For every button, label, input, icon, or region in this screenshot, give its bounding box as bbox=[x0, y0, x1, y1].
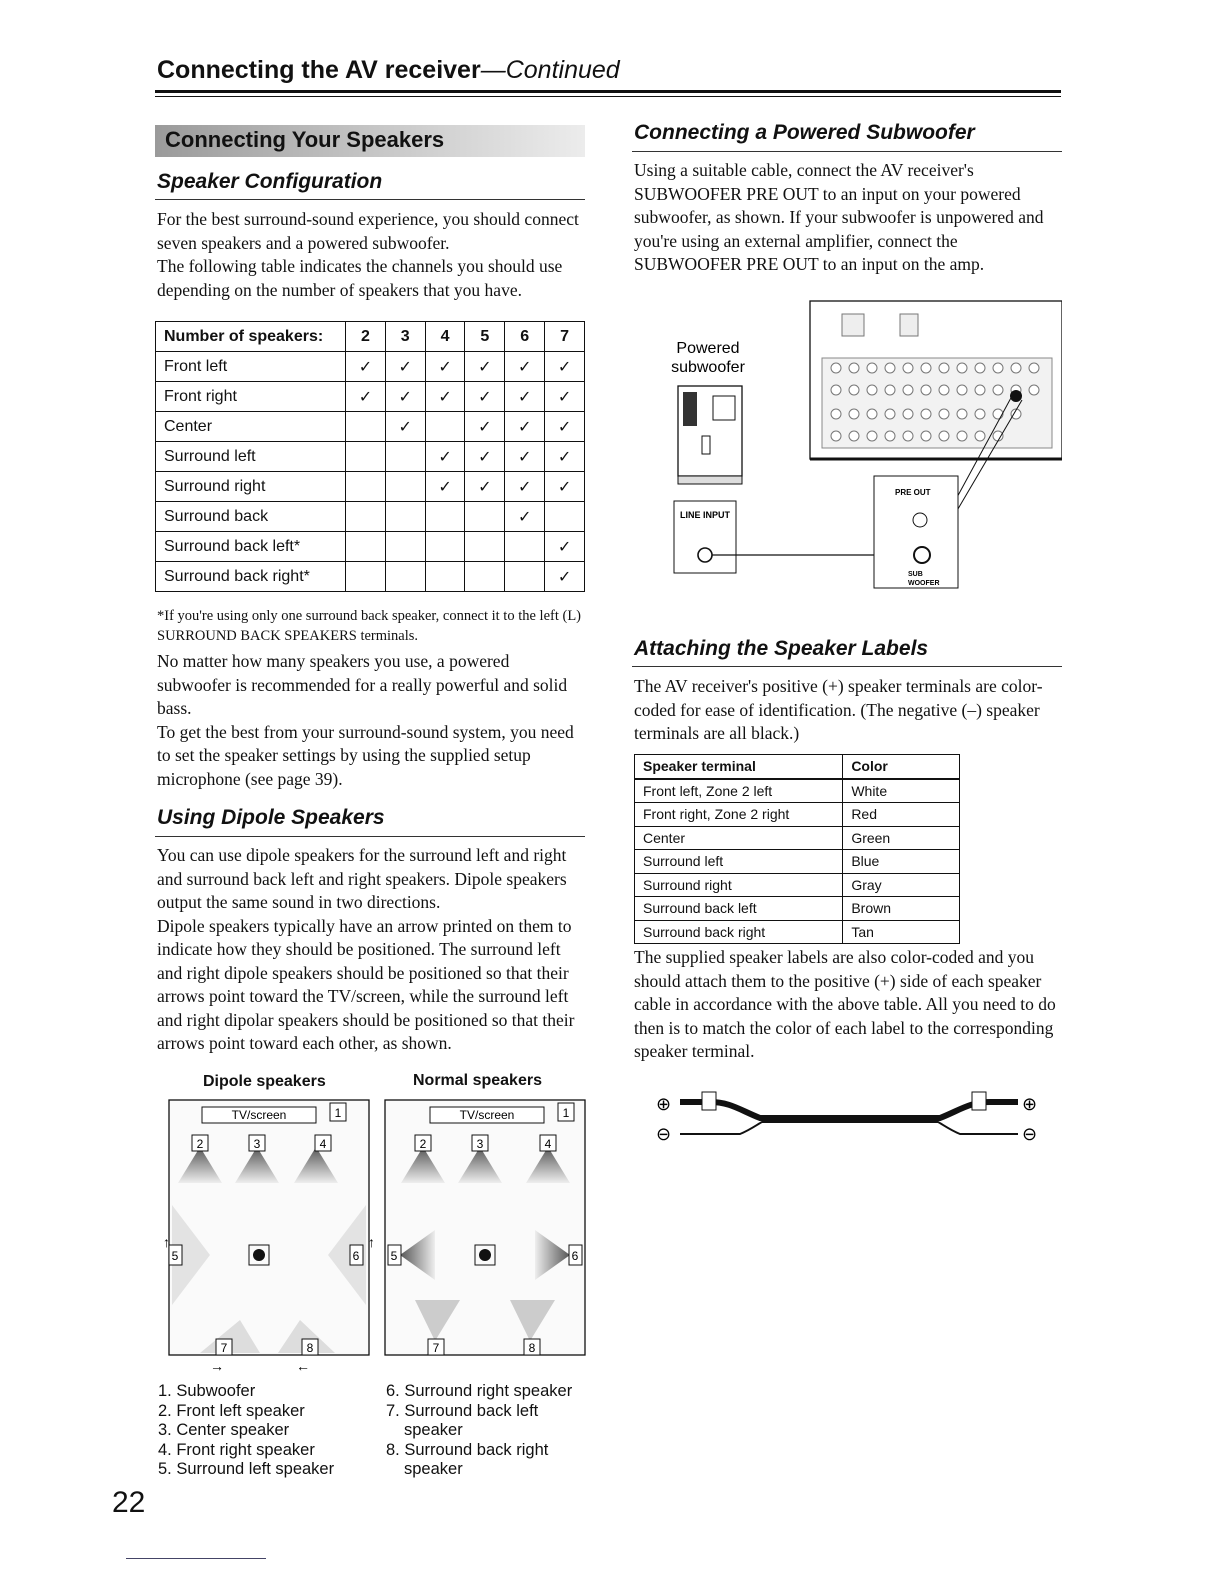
table-row bbox=[156, 382, 585, 412]
speaker-terminal-cell: Front right, Zone 2 right bbox=[635, 803, 843, 827]
rca-jack-icon bbox=[698, 548, 712, 562]
row-label: Surround right bbox=[156, 472, 346, 502]
subwoofer-text: Using a suitable cable, connect the AV receiver's SUBWOOFER PRE OUT to an input on your powered subwoofer, as shown. If your subwoofer is unpowered and you're using an external amplifier, connect the SUBWOOFER PRE OUT to an input on the amp. bbox=[634, 160, 1044, 274]
heading-rule bbox=[155, 836, 585, 837]
table-header-row bbox=[156, 322, 585, 352]
table-cell: 6 bbox=[505, 322, 545, 352]
speaker-num: 4 bbox=[319, 1137, 327, 1151]
table-cell: ✓ bbox=[385, 382, 425, 412]
labels-heading: Attaching the Speaker Labels bbox=[634, 637, 929, 660]
table-row bbox=[635, 826, 960, 850]
speaker-num: 2 bbox=[196, 1137, 204, 1151]
speaker-terminal-cell: Center bbox=[635, 826, 843, 850]
speaker-layout-diagram bbox=[160, 1095, 590, 1375]
color-cell: White bbox=[843, 779, 960, 803]
speaker-terminal-cell: Front left, Zone 2 left bbox=[635, 779, 843, 803]
color-cell: Gray bbox=[843, 873, 960, 897]
table-cell bbox=[505, 532, 545, 562]
speaker-num: 7 bbox=[220, 1341, 228, 1355]
figure-label: Powered bbox=[676, 340, 740, 357]
table-cell bbox=[345, 412, 385, 442]
table-cell: ✓ bbox=[425, 472, 465, 502]
table-cell: ✓ bbox=[545, 352, 585, 382]
table-cell bbox=[425, 562, 465, 592]
table-row bbox=[156, 412, 585, 442]
page-number: 22 bbox=[112, 1486, 146, 1519]
table-cell bbox=[465, 502, 505, 532]
table-cell: ✓ bbox=[465, 442, 505, 472]
table-cell: 7 bbox=[545, 322, 585, 352]
woofer-label: WOOFER bbox=[908, 580, 940, 587]
heading-rule bbox=[632, 151, 1062, 152]
table-cell bbox=[345, 502, 385, 532]
speaker-color-table bbox=[634, 754, 960, 944]
table-cell bbox=[385, 442, 425, 472]
paragraph: Dipole speakers typically have an arrow printed on them to indicate how they should be positioned. The surround left and right dipole speakers should be positioned so that their arrows point toward the TV/screen, while the surround left and right dipolar speakers should be positioned so that their arrows point toward each other, as shown. bbox=[157, 915, 575, 1053]
table-footnote: *If you're using only one surround back speaker, connect it to the left (L) SURROUND BACK SPEAKERS terminals. bbox=[157, 608, 582, 644]
legend-right bbox=[386, 1382, 572, 1480]
table-row bbox=[635, 873, 960, 897]
table-cell: ✓ bbox=[345, 352, 385, 382]
speaker-label-tag bbox=[972, 1092, 986, 1110]
table-cell: 4 bbox=[425, 322, 465, 352]
speaker-terminal-cell: Speaker terminal bbox=[635, 755, 843, 779]
plus-icon: ⊕ bbox=[1022, 1094, 1038, 1114]
speaker-terminal-cell: Surround back left bbox=[635, 897, 843, 921]
subwoofer-heading: Connecting a Powered Subwoofer bbox=[634, 121, 975, 144]
table-row bbox=[156, 562, 585, 592]
table-cell: ✓ bbox=[425, 442, 465, 472]
table-cell bbox=[465, 562, 505, 592]
legend-item: 7. Surround back left bbox=[386, 1401, 539, 1420]
speaker-num: 2 bbox=[419, 1137, 427, 1151]
paragraph: To get the best from your surround-sound system, you need to set the speaker settings by using the supplied setup microphone (see page 39). bbox=[157, 721, 574, 789]
table-cell bbox=[385, 562, 425, 592]
table-cell: 2 bbox=[345, 322, 385, 352]
page-title: Connecting the AV receiver bbox=[157, 56, 481, 84]
table-cell: 3 bbox=[385, 322, 425, 352]
table-cell bbox=[385, 502, 425, 532]
table-cell bbox=[425, 502, 465, 532]
header-rule-thin bbox=[155, 96, 1061, 97]
table-cell bbox=[425, 412, 465, 442]
legend-item: 4. Front right speaker bbox=[158, 1440, 315, 1459]
paragraph: No matter how many speakers you use, a powered subwoofer is recommended for a really powerful and solid bass. bbox=[157, 651, 568, 718]
speaker-cable-figure bbox=[650, 1080, 1050, 1160]
labels-text: The AV receiver's positive (+) speaker terminals are color-coded for ease of identification. (The negative (–) speaker terminals are all black.) bbox=[634, 676, 1043, 743]
row-label: Number of speakers: bbox=[156, 322, 346, 352]
subwoofer-connection-figure bbox=[660, 296, 1062, 596]
table-cell bbox=[345, 442, 385, 472]
speaker-num: 5 bbox=[171, 1249, 179, 1263]
speaker-config-text bbox=[157, 208, 587, 302]
table-cell: ✓ bbox=[465, 472, 505, 502]
speaker-config-heading: Speaker Configuration bbox=[157, 170, 383, 193]
color-cell: Green bbox=[843, 826, 960, 850]
tv-screen-label: TV/screen bbox=[231, 1108, 287, 1122]
color-cell: Brown bbox=[843, 897, 960, 921]
table-cell: ✓ bbox=[545, 532, 585, 562]
speaker-label-tag bbox=[702, 1092, 716, 1110]
color-cell: Red bbox=[843, 803, 960, 827]
legend-item: speaker bbox=[404, 1460, 463, 1478]
tv-screen-label: TV/screen bbox=[459, 1108, 515, 1122]
row-label: Surround back right* bbox=[156, 562, 346, 592]
legend-item: 1. Subwoofer bbox=[158, 1382, 256, 1400]
legend-item: 2. Front left speaker bbox=[158, 1401, 305, 1420]
table-cell bbox=[545, 502, 585, 532]
speaker-terminal-cell: Surround left bbox=[635, 850, 843, 874]
row-label: Center bbox=[156, 412, 346, 442]
table-cell: ✓ bbox=[465, 382, 505, 412]
figure-label: subwoofer bbox=[671, 359, 745, 376]
table-cell bbox=[345, 532, 385, 562]
speaker-count-table bbox=[155, 321, 585, 592]
minus-icon: ⊖ bbox=[1022, 1124, 1038, 1144]
table-cell bbox=[505, 562, 545, 592]
table-cell: ✓ bbox=[505, 472, 545, 502]
speaker-terminal-cell: Surround back right bbox=[635, 920, 843, 944]
sub-woofer-jack-icon bbox=[914, 547, 930, 563]
paragraph: The following table indicates the channels you should use depending on the number of speakers that you have. bbox=[157, 256, 563, 300]
table-cell bbox=[465, 532, 505, 562]
table-cell: ✓ bbox=[505, 502, 545, 532]
table-row bbox=[156, 502, 585, 532]
arrow-right-icon: → bbox=[210, 1360, 224, 1375]
page-title-continued: —Continued bbox=[480, 56, 620, 84]
row-label: Front right bbox=[156, 382, 346, 412]
section-banner bbox=[155, 125, 585, 157]
minus-icon: ⊖ bbox=[656, 1124, 672, 1144]
table-cell bbox=[425, 532, 465, 562]
table-cell: ✓ bbox=[385, 352, 425, 382]
speaker-num: 1 bbox=[334, 1106, 342, 1120]
row-label: Surround left bbox=[156, 442, 346, 472]
table-row bbox=[635, 779, 960, 803]
color-cell: Blue bbox=[843, 850, 960, 874]
table-cell bbox=[345, 472, 385, 502]
normal-caption: Normal speakers bbox=[413, 1072, 542, 1089]
speaker-num: 3 bbox=[476, 1137, 484, 1151]
color-cell: Tan bbox=[843, 920, 960, 944]
pre-out-label: PRE OUT bbox=[895, 488, 931, 497]
paragraph: For the best surround-sound experience, you should connect seven speakers and a powered subwoofer. bbox=[157, 209, 579, 253]
table-cell: ✓ bbox=[505, 442, 545, 472]
receiver-rear-panel bbox=[810, 301, 1062, 459]
table-row bbox=[156, 442, 585, 472]
row-label: Surround back bbox=[156, 502, 346, 532]
arrow-left-icon: ← bbox=[296, 1360, 310, 1375]
section-banner-text: Connecting Your Speakers bbox=[165, 127, 445, 152]
table-cell: ✓ bbox=[545, 382, 585, 412]
speaker-terminal-cell: Surround right bbox=[635, 873, 843, 897]
legend-item: 6. Surround right speaker bbox=[386, 1382, 573, 1400]
table-cell: ✓ bbox=[505, 382, 545, 412]
legend-item: 5. Surround left speaker bbox=[158, 1460, 335, 1478]
speaker-num: 3 bbox=[253, 1137, 261, 1151]
plus-icon: ⊕ bbox=[656, 1094, 672, 1114]
table-cell bbox=[385, 472, 425, 502]
legend-left bbox=[158, 1382, 334, 1480]
table-cell: ✓ bbox=[425, 382, 465, 412]
page-header bbox=[157, 56, 620, 85]
table-row bbox=[156, 532, 585, 562]
dipole-caption: Dipole speakers bbox=[203, 1073, 326, 1090]
table-cell: 5 bbox=[465, 322, 505, 352]
table-cell: ✓ bbox=[505, 352, 545, 382]
paragraph: You can use dipole speakers for the surround left and right and surround back left and right speakers. Dipole speakers output the same sound in two directions. bbox=[157, 845, 567, 912]
legend-item: speaker bbox=[404, 1421, 463, 1439]
speaker-num: 4 bbox=[544, 1137, 552, 1151]
table-cell: ✓ bbox=[545, 412, 585, 442]
table-cell: ✓ bbox=[465, 412, 505, 442]
table-cell: ✓ bbox=[385, 412, 425, 442]
table-row bbox=[156, 352, 585, 382]
table-cell: ✓ bbox=[545, 472, 585, 502]
legend-item: 3. Center speaker bbox=[158, 1421, 290, 1439]
dipole-text bbox=[157, 844, 587, 1056]
table-cell bbox=[385, 532, 425, 562]
table-row bbox=[156, 472, 585, 502]
table-header-row bbox=[635, 755, 960, 779]
sub-label: SUB bbox=[908, 571, 923, 578]
table-cell: ✓ bbox=[345, 382, 385, 412]
line-input-label: LINE INPUT bbox=[680, 510, 731, 520]
heading-rule bbox=[632, 666, 1062, 667]
speaker-num: 1 bbox=[562, 1106, 570, 1120]
header-rule bbox=[155, 90, 1061, 93]
heading-rule bbox=[155, 199, 585, 200]
table-row bbox=[635, 850, 960, 874]
table-cell: ✓ bbox=[505, 412, 545, 442]
row-label: Front left bbox=[156, 352, 346, 382]
speaker-num: 8 bbox=[306, 1341, 314, 1355]
table-row bbox=[635, 897, 960, 921]
speaker-num: 5 bbox=[390, 1249, 398, 1263]
footer-rule bbox=[126, 1558, 266, 1559]
dipole-heading: Using Dipole Speakers bbox=[157, 806, 385, 829]
subwoofer-icon bbox=[678, 386, 742, 484]
legend-item: 8. Surround back right bbox=[386, 1440, 549, 1459]
arrow-up-icon: ↑ bbox=[368, 1236, 375, 1251]
table-cell bbox=[345, 562, 385, 592]
table-row bbox=[635, 920, 960, 944]
normal-room bbox=[385, 1100, 585, 1355]
dipole-room bbox=[163, 1100, 375, 1375]
rca-jack-icon bbox=[913, 513, 927, 527]
color-cell: Color bbox=[843, 755, 960, 779]
speaker-num: 6 bbox=[352, 1249, 360, 1263]
speaker-num: 7 bbox=[432, 1341, 440, 1355]
arrow-up-icon: ↑ bbox=[163, 1236, 170, 1251]
subwoofer-note bbox=[157, 650, 587, 791]
table-cell: ✓ bbox=[545, 562, 585, 592]
table-cell: ✓ bbox=[465, 352, 505, 382]
table-cell: ✓ bbox=[425, 352, 465, 382]
labels-text-2: The supplied speaker labels are also color-coded and you should attach them to the positive (+) side of each speaker cable in accordance with the above table. All you need to do then is to match the color of each label to the corresponding speaker terminal. bbox=[634, 947, 1056, 1061]
speaker-num: 6 bbox=[571, 1249, 579, 1263]
row-label: Surround back left* bbox=[156, 532, 346, 562]
table-cell: ✓ bbox=[545, 442, 585, 472]
table-row bbox=[635, 803, 960, 827]
speaker-num: 8 bbox=[528, 1341, 536, 1355]
